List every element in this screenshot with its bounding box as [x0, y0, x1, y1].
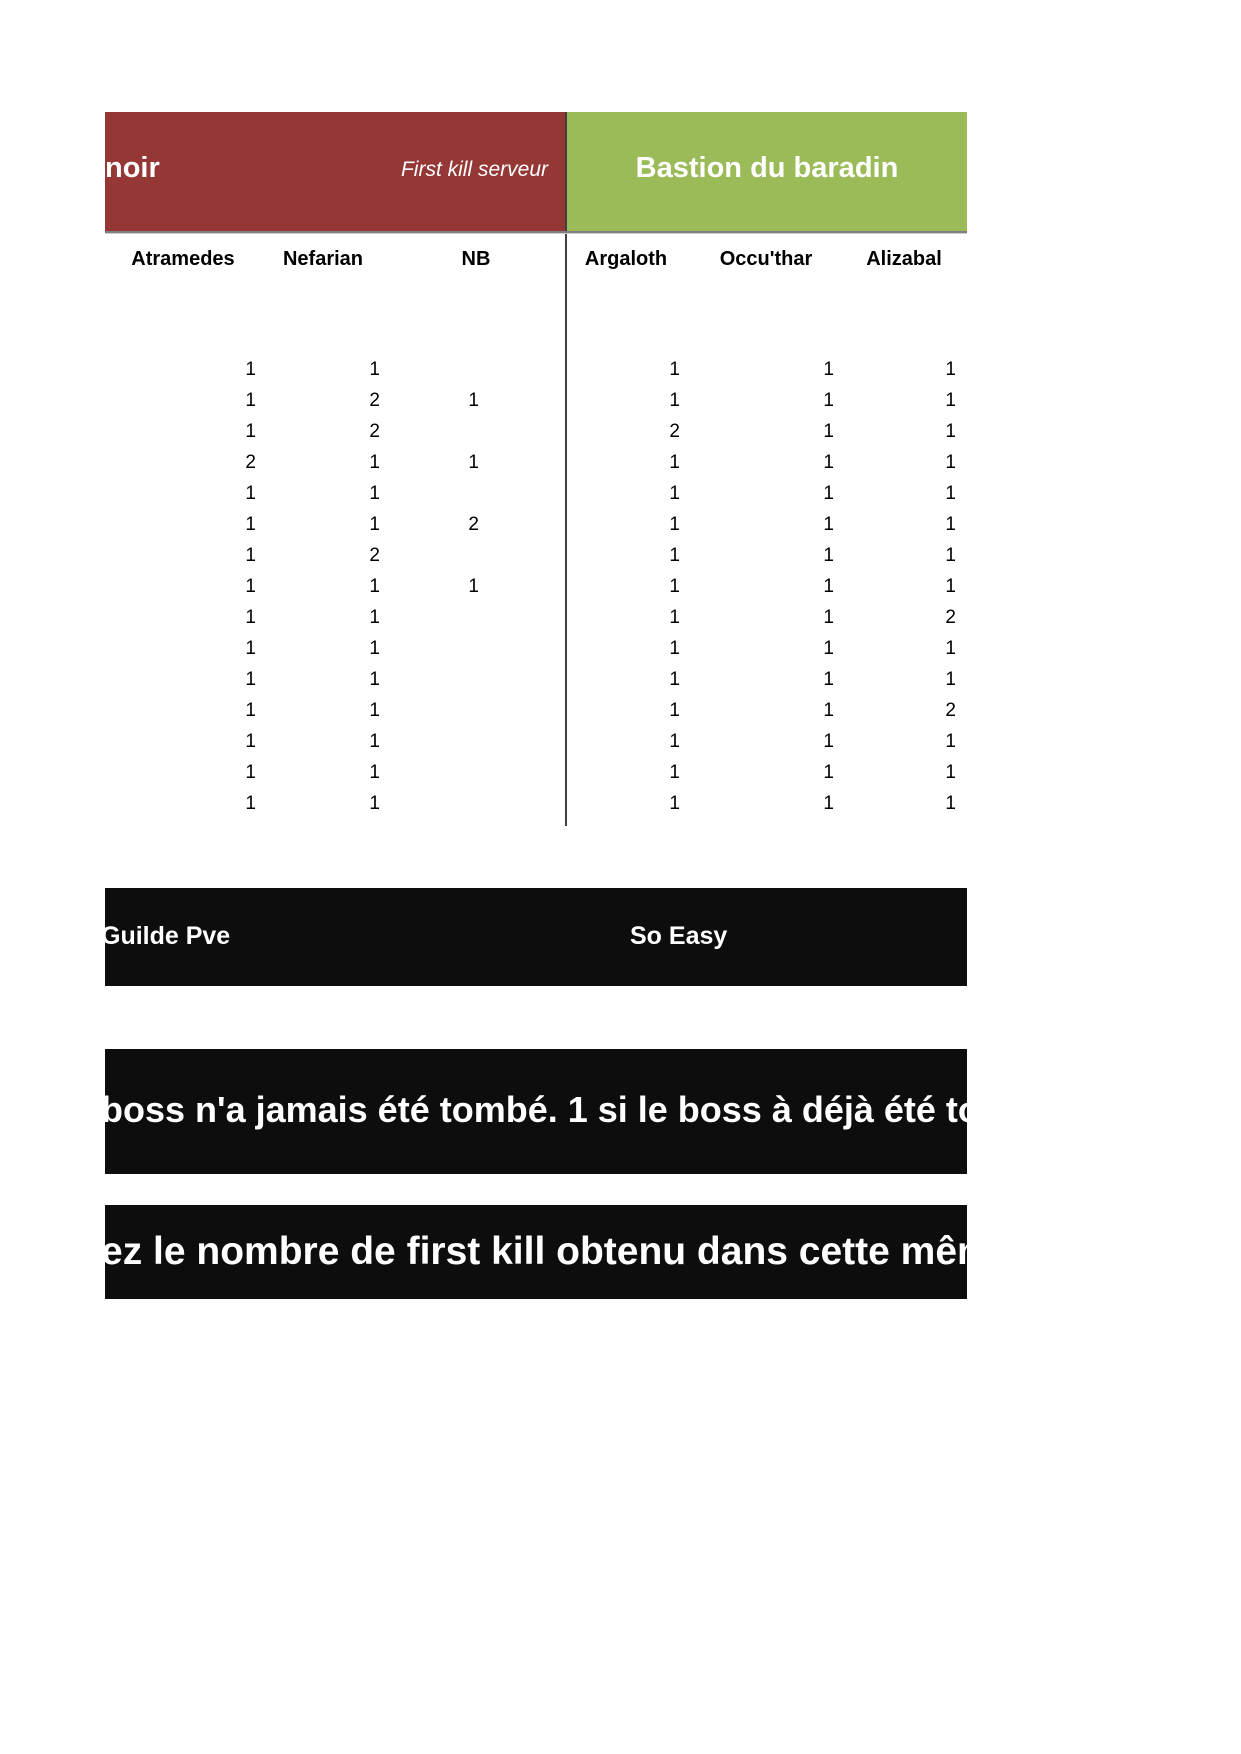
table-cell: 1: [823, 421, 834, 442]
raid-header-right: [567, 112, 967, 231]
table-cell: 1: [945, 576, 956, 597]
raid-header-left: [105, 112, 565, 231]
table-cell: 2: [945, 700, 956, 721]
table-cell: 1: [823, 700, 834, 721]
table-cell: 1: [245, 483, 256, 504]
table-cell: 2: [369, 545, 380, 566]
table-cell: 1: [245, 514, 256, 535]
table-cell: 1: [823, 762, 834, 783]
table-cell: 1: [369, 576, 380, 597]
table-cell: 1: [669, 452, 680, 473]
table-cell: 1: [245, 700, 256, 721]
guild-label: Guilde Pve: [101, 922, 231, 950]
table-cell: 1: [245, 731, 256, 752]
table-cell: 1: [245, 762, 256, 783]
table-cell: 1: [245, 421, 256, 442]
table-cell: 1: [369, 762, 380, 783]
table-cell: 1: [823, 638, 834, 659]
table-cell: 1: [468, 452, 479, 473]
table-cell: 1: [669, 731, 680, 752]
table-cell: 1: [945, 390, 956, 411]
table-cell: 1: [823, 793, 834, 814]
table-cell: 1: [245, 607, 256, 628]
table-cell: 1: [945, 762, 956, 783]
table-cell: 1: [945, 452, 956, 473]
table-cell: 1: [945, 793, 956, 814]
header-rule-shadow: [105, 233, 967, 234]
table-cell: 1: [945, 359, 956, 380]
table-cell: 1: [823, 731, 834, 752]
table-cell: 2: [669, 421, 680, 442]
table-cell: 1: [823, 359, 834, 380]
column-header-atramedes: Atramedes: [131, 248, 235, 270]
column-header-nb: NB: [461, 248, 491, 270]
note-bar-1: [101, 1049, 1064, 1174]
table-cell: 1: [369, 359, 380, 380]
table-cell: 1: [669, 607, 680, 628]
table-cell: 1: [669, 390, 680, 411]
guild-name: So Easy: [630, 922, 728, 950]
table-cell: 1: [369, 452, 380, 473]
table-cell: 1: [669, 638, 680, 659]
table-cell: 1: [669, 483, 680, 504]
table-cell: 2: [245, 452, 256, 473]
table-cell: 1: [945, 545, 956, 566]
table-cell: 1: [369, 731, 380, 752]
table-cell: 1: [369, 700, 380, 721]
table-cell: 2: [369, 421, 380, 442]
table-cell: 1: [669, 762, 680, 783]
table-cell: 1: [823, 607, 834, 628]
table-cell: 1: [369, 669, 380, 690]
table-cell: 1: [823, 452, 834, 473]
raid-title-right: Bastion du baradin: [635, 152, 899, 184]
column-header-nefarian: Nefarian: [282, 248, 364, 270]
table-cell: 1: [823, 514, 834, 535]
table-cell: 1: [245, 669, 256, 690]
table-cell: 1: [369, 483, 380, 504]
table-cell: 1: [669, 576, 680, 597]
table-cell: 1: [245, 359, 256, 380]
table-cell: 1: [245, 638, 256, 659]
note-bar-2: [101, 1205, 1014, 1299]
raid-title-left: noir: [105, 152, 160, 184]
table-cell: 1: [945, 514, 956, 535]
table-cell: 1: [468, 576, 479, 597]
table-cell: 1: [669, 545, 680, 566]
note-text-2: ez le nombre de first kill obtenu dans cette même: [101, 1230, 1014, 1273]
column-divider: [565, 112, 567, 826]
table-cell: 1: [369, 514, 380, 535]
table-cell: 2: [369, 390, 380, 411]
table-cell: 1: [669, 700, 680, 721]
table-cell: 1: [823, 483, 834, 504]
first-kill-subtitle: First kill serveur: [400, 158, 548, 181]
table-cell: 2: [945, 607, 956, 628]
table-cell: 1: [945, 483, 956, 504]
table-cell: 1: [945, 731, 956, 752]
table-cell: 1: [669, 359, 680, 380]
table-cell: 1: [669, 793, 680, 814]
table-cell: 1: [669, 669, 680, 690]
table-cell: 1: [823, 669, 834, 690]
table-cell: 1: [369, 607, 380, 628]
table-cell: 2: [468, 514, 479, 535]
table-cell: 1: [369, 793, 380, 814]
table-cell: 1: [245, 545, 256, 566]
column-header-occuthar: Occu'thar: [719, 248, 813, 270]
table-cell: 1: [369, 638, 380, 659]
table-cell: 1: [823, 545, 834, 566]
table-cell: 1: [468, 390, 479, 411]
table-cell: 1: [669, 514, 680, 535]
column-header-alizabal: Alizabal: [866, 248, 942, 270]
table-cell: 1: [945, 669, 956, 690]
note-text-1: boss n'a jamais été tombé. 1 si le boss à déjà été tombé.: [101, 1089, 1064, 1130]
guild-bar: [101, 888, 967, 986]
table-cell: 1: [245, 390, 256, 411]
table-cell: 1: [245, 793, 256, 814]
column-header-argaloth: Argaloth: [584, 248, 668, 270]
table-cell: 1: [945, 638, 956, 659]
table-cell: 1: [945, 421, 956, 442]
table-cell: 1: [823, 576, 834, 597]
table-cell: 1: [245, 576, 256, 597]
table-cell: 1: [823, 390, 834, 411]
